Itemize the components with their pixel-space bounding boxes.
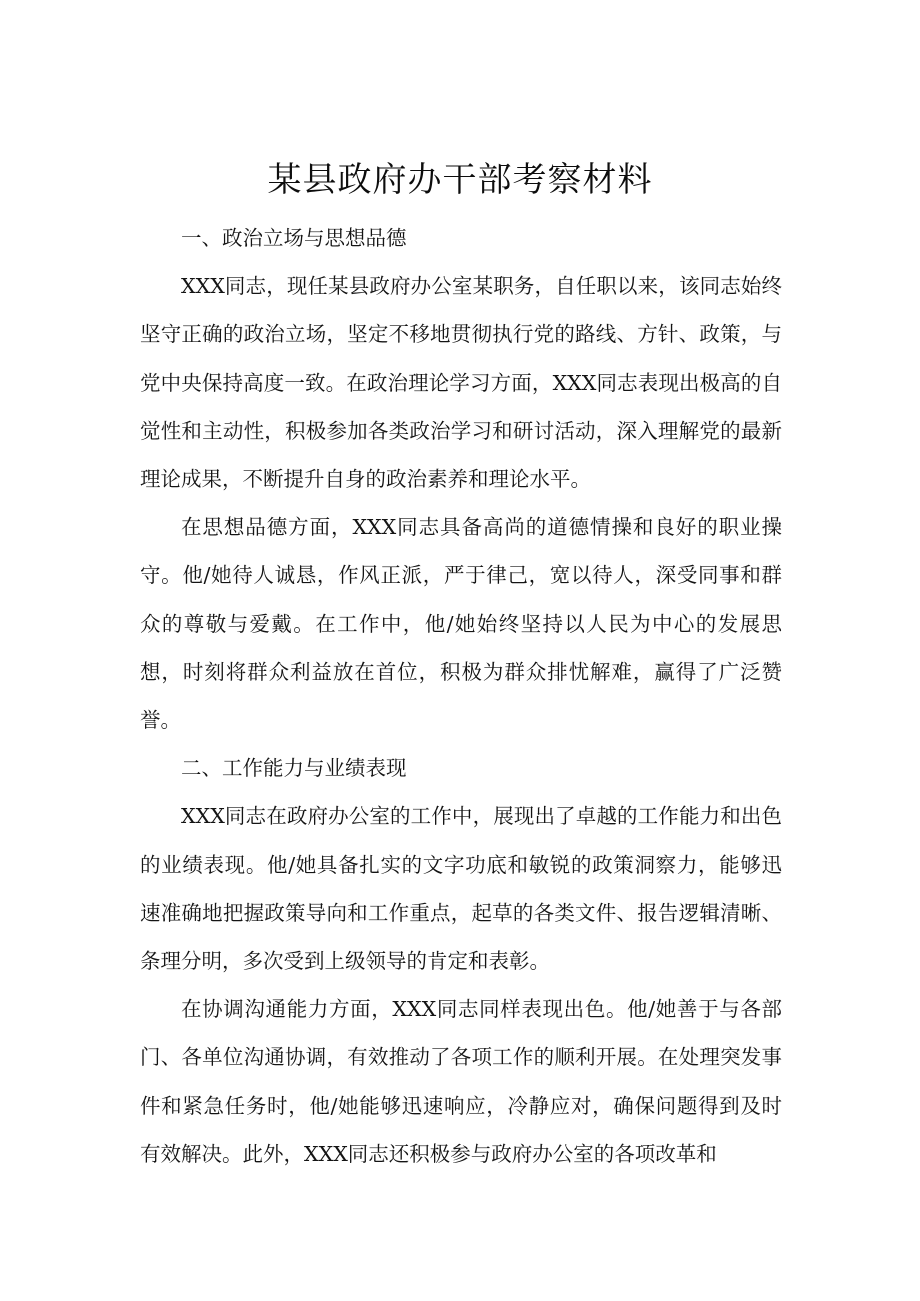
document-title: 某县政府办干部考察材料 <box>267 160 653 200</box>
section-heading-political: 一、政治立场与思想品德 <box>181 226 407 250</box>
section-heading-performance: 二、工作能力与业绩表现 <box>181 756 407 781</box>
paragraph-moral-character: 在思想品德方面，XXX同志具备高尚的道德情操和良好的职业操守。他/她待人诚恳，作风正派，严于律己，宽以待人，深受同事和群众的尊敬与爱戴。在工作中，他/她始终坚持以人民为中心的发展思想，时刻将群众利益放在首位，积极为群众排忧解难，赢得了广泛赞誉。 <box>140 515 782 733</box>
paragraph-political-stance: XXX同志，现任某县政府办公室某职务，自任职以来，该同志始终坚守正确的政治立场，坚定不移地贯彻执行党的路线、方针、政策，与党中央保持高度一致。在政治理论学习方面，XXX同志表现出极高的自觉性和主动性，积极参加各类政治学习和研讨活动，深入理解党的最新理论成果，不断提升自身的政治素养和理论水平。 <box>140 274 782 492</box>
paragraph-work-ability: XXX同志在政府办公室的工作中，展现出了卓越的工作能力和出色的业绩表现。他/她具备扎实的文字功底和敏锐的政策洞察力，能够迅速准确地把握政策导向和工作重点，起草的各类文件、报告逻辑清晰、条理分明，多次受到上级领导的肯定和表彰。 <box>140 804 782 974</box>
paragraph-coordination: 在协调沟通能力方面，XXX同志同样表现出色。他/她善于与各部门、各单位沟通协调，有效推动了各项工作的顺利开展。在处理突发事件和紧急任务时，他/她能够迅速响应，冷静应对，确保问题得到及时有效解决。此外，XXX同志还积极参与政府办公室的各项改革和 <box>140 997 782 1166</box>
document-body <box>140 214 782 1178</box>
